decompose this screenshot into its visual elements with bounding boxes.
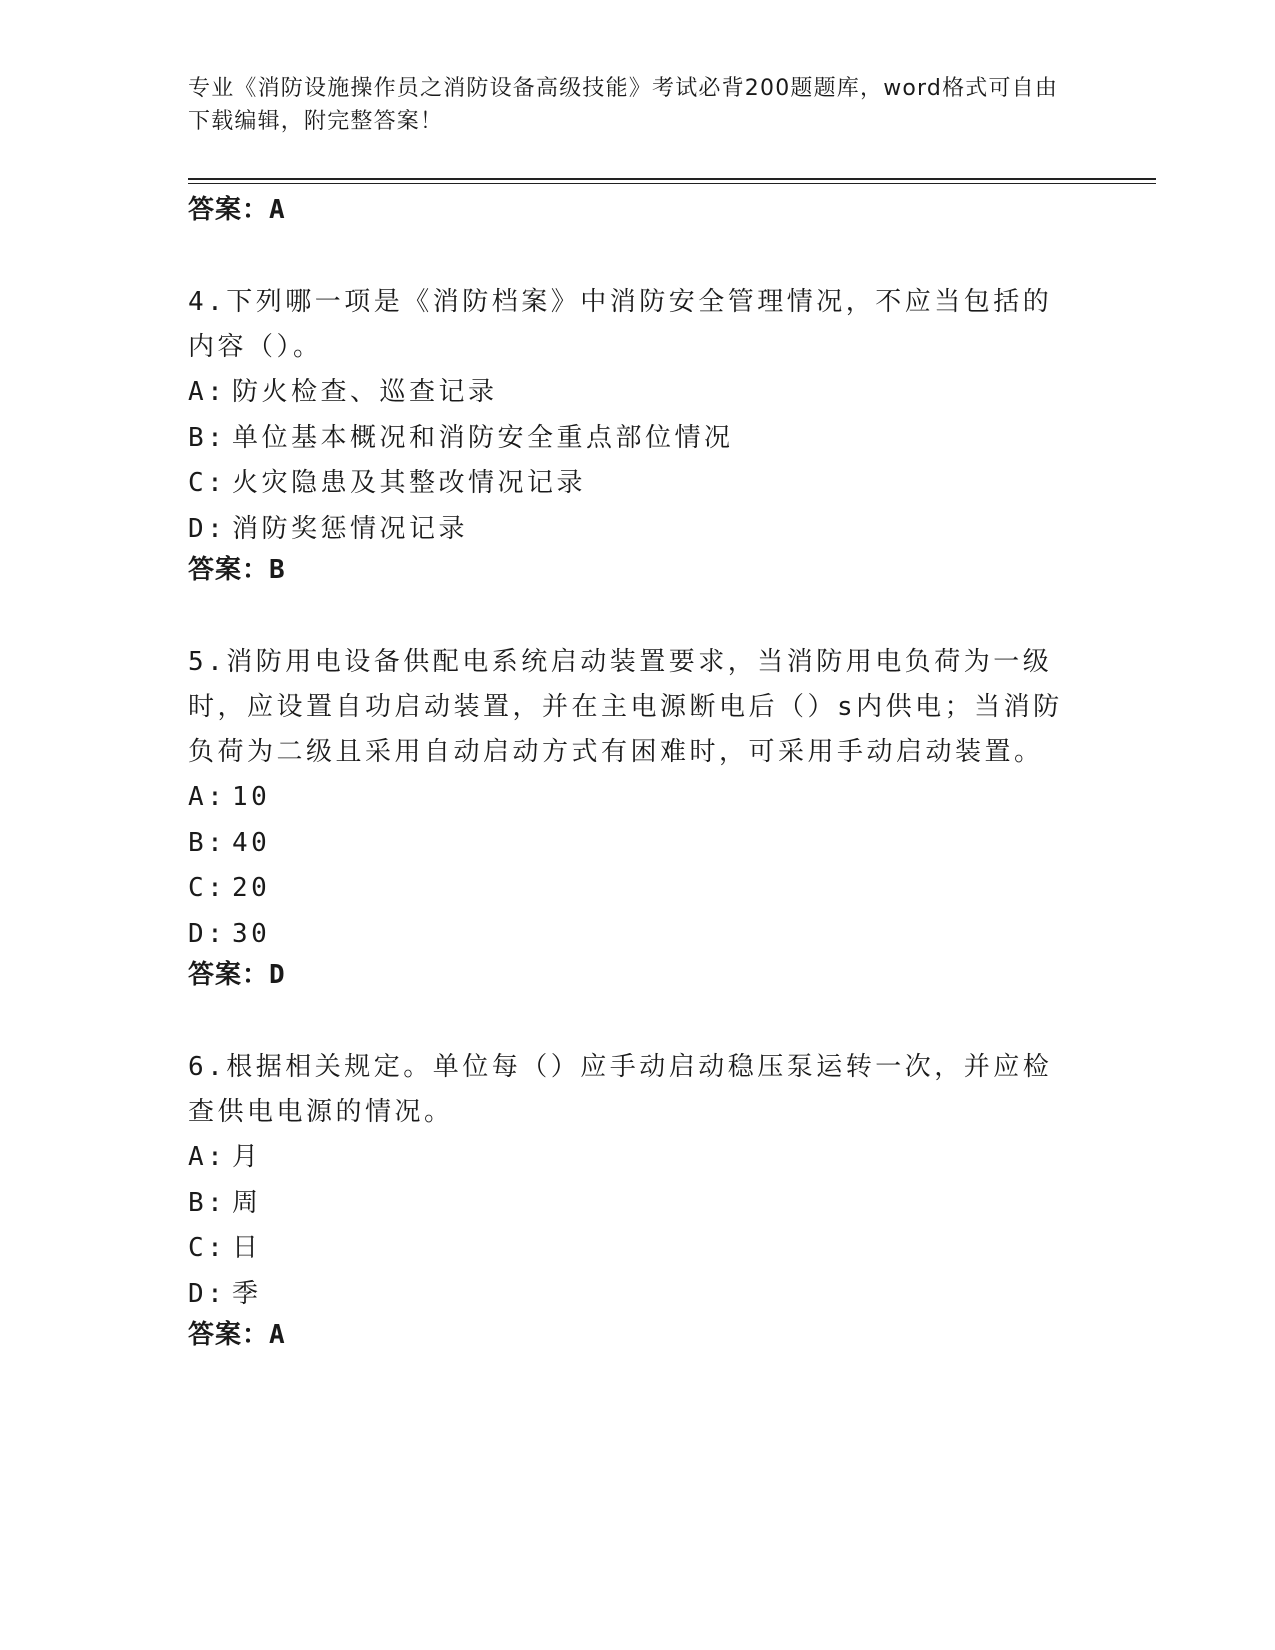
option-text: 火灾隐患及其整改情况记录 [232, 468, 587, 498]
option-a [188, 1135, 1088, 1181]
option-text: 周 [232, 1187, 262, 1218]
option-a [188, 775, 1088, 821]
option-text: 防火检查、巡查记录 [232, 377, 498, 407]
answer-value: D [269, 960, 286, 990]
option-letter: A: [188, 782, 227, 812]
option-text: 消防奖惩情况记录 [232, 513, 469, 544]
option-c [188, 1226, 1088, 1272]
option-c [188, 461, 1088, 507]
answer-line [188, 552, 1088, 588]
header-divider-thin [188, 183, 1156, 184]
option-letter: C: [188, 1233, 227, 1263]
option-text: 40 [232, 827, 271, 858]
answer-label: 答案： [188, 195, 270, 225]
option-letter: D: [188, 1278, 227, 1309]
option-letter: C: [188, 468, 227, 498]
question-text: 6.根据相关规定。单位每（）应手动启动稳压泵运转一次，并应检查供电电源的情况。 [188, 1052, 1053, 1127]
option-text: 30 [232, 918, 271, 949]
answer-label: 答案： [188, 555, 270, 585]
option-d [188, 1272, 1088, 1318]
answer-line [188, 1317, 1088, 1353]
option-letter: D: [188, 513, 227, 544]
option-letter: B: [188, 827, 227, 858]
option-text: 10 [232, 782, 271, 812]
document-header: 专业《消防设施操作员之消防设备高级技能》考试必背200题题库，word格式可自由下载编辑，附完整答案！ [188, 76, 1059, 134]
option-c [188, 866, 1088, 912]
option-a [188, 370, 1088, 416]
option-b [188, 1181, 1088, 1227]
answer-value: B [269, 555, 286, 585]
option-letter: A: [188, 377, 227, 407]
option-letter: B: [188, 422, 227, 453]
option-letter: B: [188, 1187, 227, 1218]
option-b [188, 821, 1088, 867]
answer-line [188, 192, 1088, 228]
option-text: 月 [232, 1142, 262, 1172]
option-text: 20 [232, 873, 271, 903]
option-text: 日 [232, 1233, 262, 1263]
option-letter: A: [188, 1142, 227, 1172]
header-divider-thick [188, 178, 1156, 180]
option-d [188, 507, 1088, 553]
question-6 [188, 1045, 1088, 1317]
question-5 [188, 640, 1088, 957]
answer-line [188, 957, 1088, 993]
question-text: 5.消防用电设备供配电系统启动装置要求，当消防用电负荷为一级时，应设置自功启动装置，并在主电源断电后（）s内供电；当消防负荷为二级且采用自动启动方式有困难时，可采用手动启动装置。 [188, 647, 1063, 767]
option-letter: C: [188, 873, 227, 903]
option-text: 季 [232, 1278, 262, 1309]
option-b [188, 416, 1088, 462]
answer-label: 答案： [188, 960, 270, 990]
answer-value: A [269, 195, 286, 225]
option-letter: D: [188, 918, 227, 949]
question-text: 4.下列哪一项是《消防档案》中消防安全管理情况，不应当包括的内容（）。 [188, 287, 1053, 362]
option-text: 单位基本概况和消防安全重点部位情况 [232, 422, 734, 453]
question-4 [188, 280, 1088, 552]
question-list [188, 192, 1088, 1353]
answer-label: 答案： [188, 1320, 270, 1350]
option-d [188, 912, 1088, 958]
answer-value: A [269, 1320, 286, 1350]
